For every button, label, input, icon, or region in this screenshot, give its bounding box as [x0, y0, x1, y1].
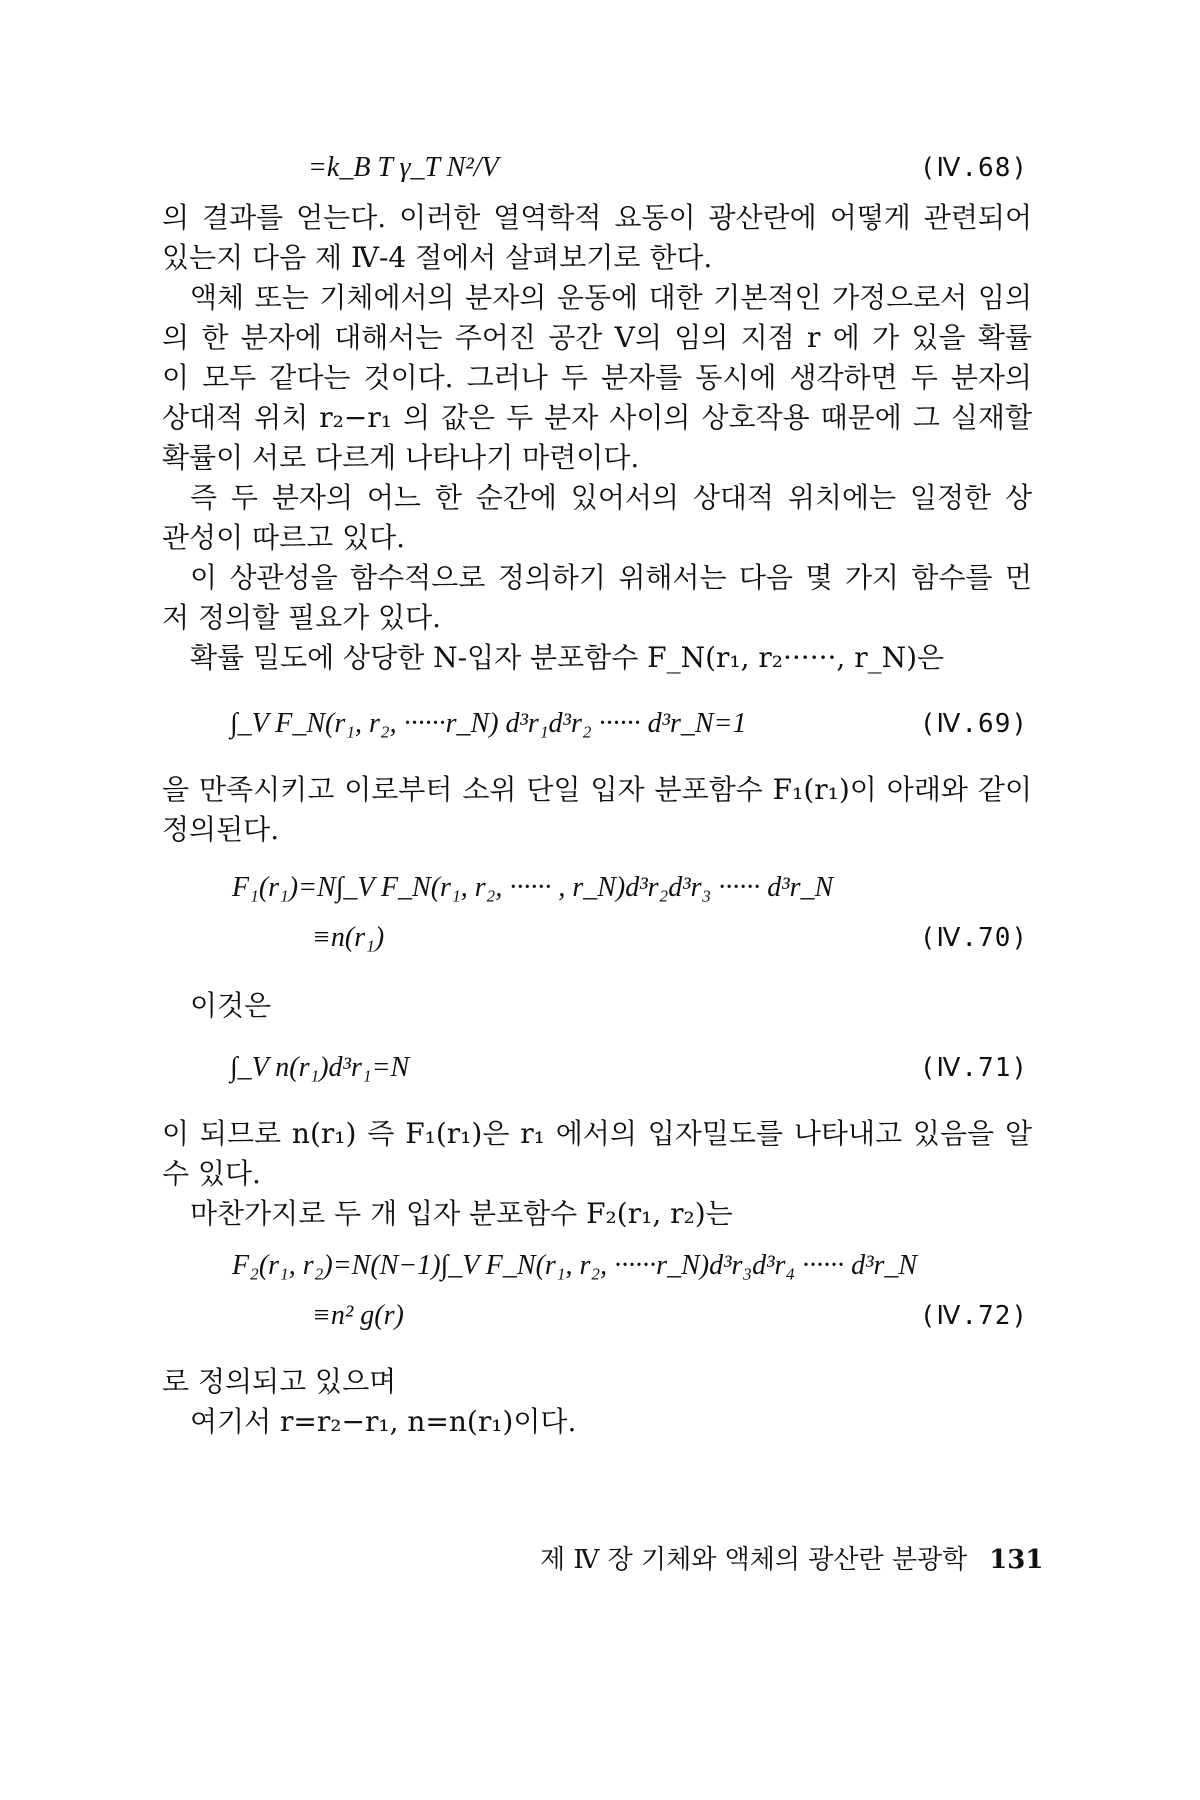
paragraph-9: 마찬가지로 두 개 입자 분포함수 F₂(r₁, r₂)는 [190, 1197, 733, 1230]
paragraph-2-line-5: 확률이 서로 다르게 나타나기 마련이다. [162, 441, 640, 474]
chapter-title: 제 Ⅳ 장 기체와 액체의 광산란 분광학 [540, 1545, 968, 1575]
equation-number-iv-68: (Ⅳ.68) [919, 153, 1028, 183]
paragraph-11: 여기서 r=r₂−r₁, n=n(r₁)이다. [190, 1405, 577, 1438]
equation-number-iv-69: (Ⅳ.69) [919, 709, 1028, 739]
paragraph-2-line-2: 의 한 분자에 대해서는 주어진 공간 V의 임의 지점 r 에 가 있을 확률 [162, 321, 1032, 354]
paragraph-4-line-2: 저 정의할 필요가 있다. [162, 601, 442, 634]
equation-number-iv-71: (Ⅳ.71) [919, 1053, 1028, 1083]
equation-iv-68: =k_B T γ_T N²/V [308, 152, 499, 183]
paragraph-3-line-2: 관성이 따르고 있다. [162, 521, 406, 554]
paragraph-2-line-3: 이 모두 같다는 것이다. 그러나 두 분자를 동시에 생각하면 두 분자의 [162, 361, 1032, 394]
paragraph-2-line-4: 상대적 위치 r₂−r₁ 의 값은 두 분자 사이의 상호작용 때문에 그 실재할 [162, 401, 1032, 434]
equation-iv-69: ∫_V F_N(r₁, r₂, ······r_N) d³r₁d³r₂ ······ d³r_N=1 [230, 708, 747, 739]
equation-iv-72-line-2: ≡n² g(r) [312, 1300, 404, 1331]
page-number: 131 [989, 1545, 1044, 1575]
equation-iv-71: ∫_V n(r₁)d³r₁=N [230, 1052, 410, 1083]
page-footer [540, 1540, 1044, 1580]
paragraph-8-line-2: 수 있다. [162, 1157, 261, 1190]
paragraph-3-line-1: 즉 두 분자의 어느 한 순간에 있어서의 상대적 위치에는 일정한 상 [190, 481, 1032, 514]
equation-number-iv-70: (Ⅳ.70) [919, 923, 1028, 953]
equation-number-iv-72: (Ⅳ.72) [919, 1301, 1028, 1331]
paragraph-7: 이것은 [190, 989, 272, 1022]
paragraph-1-line-1: 의 결과를 얻는다. 이러한 열역학적 요동이 광산란에 어떻게 관련되어 [162, 201, 1032, 234]
equation-iv-70-line-1: F₁(r₁)=N∫_V F_N(r₁, r₂, ······ , r_N)d³r₂d³r₃ ······ d³r_N [232, 872, 834, 903]
paragraph-1-line-2: 있는지 다음 제 Ⅳ-4 절에서 살펴보기로 한다. [162, 241, 713, 274]
paragraph-6-line-2: 정의된다. [162, 813, 280, 846]
equation-iv-72-line-1: F₂(r₁, r₂)=N(N−1)∫_V F_N(r₁, r₂, ······r_N)d³r₃d³r₄ ······ d³r_N [232, 1250, 918, 1281]
paragraph-5: 확률 밀도에 상당한 N-입자 분포함수 F_N(r₁, r₂······, r_N)은 [190, 641, 945, 674]
equation-iv-70-line-2: ≡n(r₁) [312, 922, 385, 953]
paragraph-4-line-1: 이 상관성을 함수적으로 정의하기 위해서는 다음 몇 가지 함수를 먼 [190, 561, 1032, 594]
paragraph-10: 로 정의되고 있으며 [162, 1365, 397, 1398]
paragraph-2-line-1: 액체 또는 기체에서의 분자의 운동에 대한 기본적인 가정으로서 임의 [190, 281, 1032, 314]
paragraph-6-line-1: 을 만족시키고 이로부터 소위 단일 입자 분포함수 F₁(r₁)이 아래와 같이 [162, 773, 1032, 806]
paragraph-8-line-1: 이 되므로 n(r₁) 즉 F₁(r₁)은 r₁ 에서의 입자밀도를 나타내고 있음을 알 [162, 1117, 1032, 1150]
